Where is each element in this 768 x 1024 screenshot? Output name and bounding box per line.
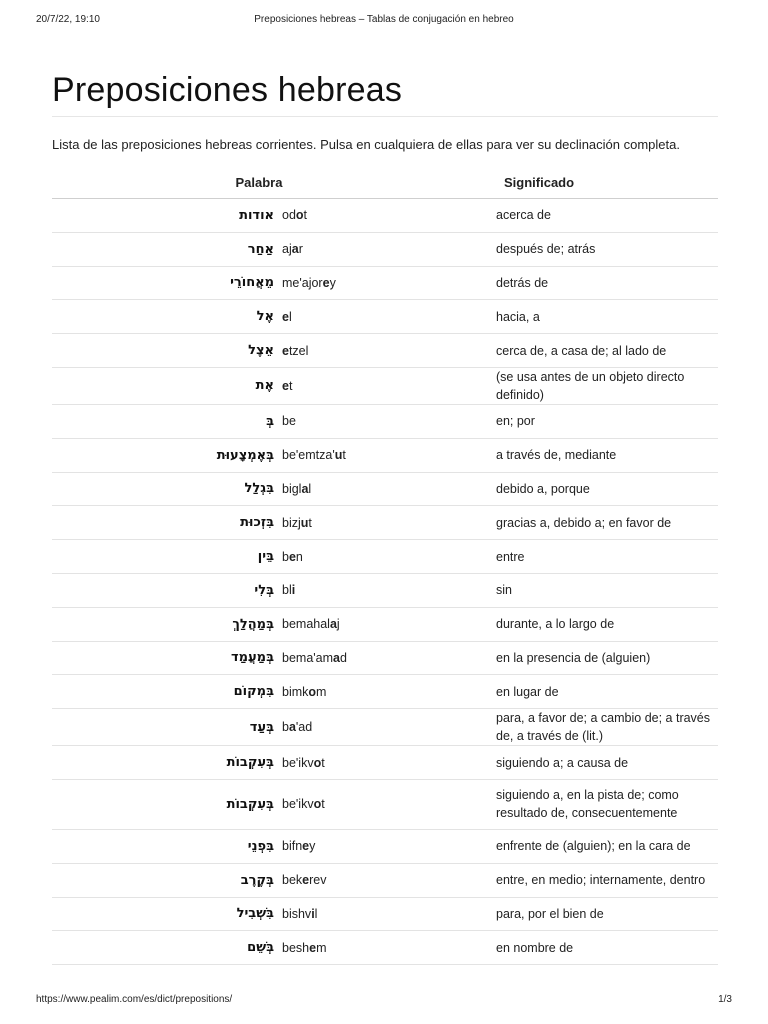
- transliteration: [274, 472, 496, 506]
- table-row[interactable]: [52, 931, 718, 965]
- stressed-syllable: i: [311, 906, 315, 921]
- stressed-syllable: e: [282, 309, 289, 324]
- meaning: para, a favor de; a cambio de; a través de, a través de (lit.): [496, 709, 718, 746]
- transliteration-part: r: [298, 242, 303, 257]
- hebrew-word-link[interactable]: מֵאֲחוֹרֵי: [52, 266, 274, 300]
- transliteration-part: rev: [309, 873, 327, 888]
- transliteration: [274, 334, 496, 368]
- transliteration-part: t: [303, 208, 308, 223]
- transliteration: [274, 438, 496, 472]
- transliteration-part: l: [288, 309, 292, 324]
- transliteration-part: bemahal: [282, 617, 330, 632]
- hebrew-word-link[interactable]: בִּמְקוֹם: [52, 675, 274, 709]
- meaning: a través de, mediante: [496, 438, 718, 472]
- meaning: durante, a lo largo de: [496, 607, 718, 641]
- meaning: acerca de: [496, 199, 718, 233]
- table-row[interactable]: [52, 404, 718, 438]
- transliteration-part: t: [308, 515, 312, 530]
- hebrew-word-link[interactable]: בְּאֶמְצָעוּת: [52, 438, 274, 472]
- transliteration-part: bifn: [282, 839, 303, 854]
- transliteration-part: od: [282, 208, 296, 223]
- print-datetime: 20/7/22, 19:10: [36, 14, 100, 25]
- stressed-syllable: o: [295, 208, 304, 223]
- intro-text: Lista de las preposiciones hebreas corrientes. Pulsa en cualquiera de ellas para ver su declinación completa.: [52, 137, 680, 152]
- meaning: para, por el bien de: [496, 897, 718, 931]
- transliteration: [274, 506, 496, 540]
- hebrew-word-link[interactable]: בְּקֶרֶב: [52, 863, 274, 897]
- transliteration: [274, 367, 496, 404]
- hebrew-word-link[interactable]: בֵּין: [52, 540, 274, 574]
- table-row[interactable]: [52, 540, 718, 574]
- table-row[interactable]: [52, 300, 718, 334]
- hebrew-word-link[interactable]: בְּלִי: [52, 573, 274, 607]
- meaning: en la presencia de (alguien): [496, 641, 718, 675]
- table-row[interactable]: [52, 863, 718, 897]
- table-body: [52, 199, 718, 965]
- transliteration-part: bema'am: [282, 650, 334, 665]
- meaning: en nombre de: [496, 931, 718, 965]
- transliteration: [274, 709, 496, 746]
- transliteration-part: bishv: [282, 906, 312, 921]
- table-row[interactable]: [52, 232, 718, 266]
- hebrew-word-link[interactable]: אֶת: [52, 367, 274, 404]
- table-row[interactable]: [52, 573, 718, 607]
- meaning: siguiendo a, en la pista de; como resultado de, consecuentemente: [496, 779, 718, 829]
- hebrew-word-link[interactable]: בְּעִקְבוֹת: [52, 746, 274, 780]
- print-header: [36, 14, 732, 30]
- transliteration-part: m: [316, 684, 327, 699]
- stressed-syllable: a: [301, 481, 309, 496]
- stressed-syllable: u: [334, 448, 343, 463]
- transliteration-part: b: [282, 720, 289, 735]
- table-row[interactable]: [52, 266, 718, 300]
- meaning: detrás de: [496, 266, 718, 300]
- stressed-syllable: e: [322, 275, 330, 290]
- table-row[interactable]: [52, 746, 718, 780]
- transliteration-part: m: [316, 940, 327, 955]
- column-header-word: Palabra: [235, 175, 283, 190]
- table-row[interactable]: [52, 438, 718, 472]
- meaning: hacia, a: [496, 300, 718, 334]
- transliteration: [274, 300, 496, 334]
- transliteration-part: me'ajor: [282, 275, 323, 290]
- meaning: enfrente de (alguien); en la cara de: [496, 829, 718, 863]
- hebrew-word-link[interactable]: אודות: [52, 199, 274, 233]
- meaning: sin: [496, 573, 718, 607]
- table-row[interactable]: [52, 472, 718, 506]
- transliteration: [274, 540, 496, 574]
- transliteration: [274, 746, 496, 780]
- table-row[interactable]: [52, 829, 718, 863]
- transliteration-part: t: [321, 797, 325, 812]
- hebrew-word-link[interactable]: בְּ: [52, 404, 274, 438]
- transliteration-part: t: [342, 448, 346, 463]
- hebrew-word-link[interactable]: אֶל: [52, 300, 274, 334]
- hebrew-word-link[interactable]: בִּזְכוּת: [52, 506, 274, 540]
- prepositions-table: [52, 167, 718, 965]
- meaning: cerca de, a casa de; al lado de: [496, 334, 718, 368]
- table-row[interactable]: [52, 709, 718, 746]
- meaning: gracias a, debido a; en favor de: [496, 506, 718, 540]
- transliteration: [274, 266, 496, 300]
- transliteration-part: b: [282, 549, 289, 564]
- transliteration: [274, 931, 496, 965]
- page-url: https://www.pealim.com/es/dict/prepositions/: [36, 994, 233, 1005]
- stressed-syllable: a: [291, 242, 299, 257]
- table-row[interactable]: [52, 367, 718, 404]
- transliteration-part: y: [329, 275, 336, 290]
- transliteration-part: bek: [282, 873, 303, 888]
- stressed-syllable: e: [309, 940, 317, 955]
- hebrew-word-link[interactable]: בִּשְׁבִיל: [52, 897, 274, 931]
- transliteration: [274, 573, 496, 607]
- transliteration-part: tzel: [288, 343, 309, 358]
- stressed-syllable: a: [288, 720, 296, 735]
- meaning: entre, en medio; internamente, dentro: [496, 863, 718, 897]
- meaning: debido a, porque: [496, 472, 718, 506]
- transliteration: [274, 863, 496, 897]
- hebrew-word-link[interactable]: אֵצֶל: [52, 334, 274, 368]
- print-footer: [36, 994, 732, 1010]
- hebrew-word-link[interactable]: בְּשֵׁם: [52, 931, 274, 965]
- meaning: en lugar de: [496, 675, 718, 709]
- transliteration-part: besh: [282, 940, 310, 955]
- transliteration-part: j: [336, 617, 340, 632]
- page-title: Preposiciones hebreas: [52, 71, 403, 109]
- stressed-syllable: i: [291, 583, 296, 598]
- meaning: (se usa antes de un objeto directo definido): [496, 367, 718, 404]
- transliteration-part: y: [309, 839, 316, 854]
- table-row[interactable]: [52, 641, 718, 675]
- main-content: [52, 66, 718, 965]
- transliteration: [274, 897, 496, 931]
- transliteration: [274, 199, 496, 233]
- stressed-syllable: u: [300, 515, 309, 530]
- transliteration-part: t: [321, 755, 325, 770]
- transliteration-part: bl: [282, 583, 292, 598]
- transliteration-part: bimk: [282, 684, 309, 699]
- stressed-syllable: o: [313, 797, 322, 812]
- transliteration-part: be: [282, 414, 296, 429]
- print-document-title: Preposiciones hebreas – Tablas de conjugación en hebreo: [254, 14, 514, 25]
- transliteration: [274, 675, 496, 709]
- transliteration-part: l: [314, 906, 318, 921]
- transliteration-part: be'ikv: [282, 797, 314, 812]
- transliteration: [274, 829, 496, 863]
- hebrew-word-link[interactable]: אַחַר: [52, 232, 274, 266]
- page-number: 1/3: [718, 994, 732, 1005]
- stressed-syllable: o: [308, 684, 317, 699]
- hebrew-word-link[interactable]: בְּעִקְבוֹת: [52, 779, 274, 829]
- stressed-syllable: e: [288, 549, 296, 564]
- table-row[interactable]: [52, 607, 718, 641]
- table-row[interactable]: [52, 334, 718, 368]
- table-row[interactable]: [52, 199, 718, 233]
- hebrew-word-link[interactable]: בִּפְנֵי: [52, 829, 274, 863]
- transliteration-part: n: [295, 549, 303, 564]
- stressed-syllable: a: [329, 617, 337, 632]
- stressed-syllable: e: [282, 378, 289, 393]
- transliteration: [274, 641, 496, 675]
- hebrew-word-link[interactable]: בְּמַהֲלַךְ: [52, 607, 274, 641]
- hebrew-word-link[interactable]: בִּגְלַל: [52, 472, 274, 506]
- meaning: después de; atrás: [496, 232, 718, 266]
- hebrew-word-link[interactable]: בְּעַד: [52, 709, 274, 746]
- table-row[interactable]: [52, 779, 718, 829]
- transliteration-part: 'ad: [295, 720, 313, 735]
- stressed-syllable: e: [282, 343, 289, 358]
- transliteration-part: aj: [282, 242, 292, 257]
- table-header-row: [52, 167, 718, 199]
- transliteration: [274, 404, 496, 438]
- meaning: entre: [496, 540, 718, 574]
- transliteration: [274, 779, 496, 829]
- transliteration-part: be'emtza': [282, 448, 335, 463]
- stressed-syllable: e: [302, 873, 310, 888]
- hebrew-word-link[interactable]: בְּמַעֲמַד: [52, 641, 274, 675]
- meaning: en; por: [496, 404, 718, 438]
- transliteration-part: be'ikv: [282, 755, 314, 770]
- transliteration-part: bigl: [282, 481, 302, 496]
- transliteration-part: t: [288, 378, 293, 393]
- transliteration-part: d: [339, 650, 347, 665]
- transliteration-part: bizj: [282, 515, 301, 530]
- table-row[interactable]: [52, 897, 718, 931]
- transliteration: [274, 607, 496, 641]
- stressed-syllable: e: [302, 839, 310, 854]
- title-divider: [52, 116, 718, 117]
- table-row[interactable]: [52, 675, 718, 709]
- transliteration-part: l: [308, 481, 312, 496]
- column-header-meaning: Significado: [504, 175, 575, 190]
- stressed-syllable: a: [333, 650, 340, 665]
- table-row[interactable]: [52, 506, 718, 540]
- meaning: siguiendo a; a causa de: [496, 746, 718, 780]
- stressed-syllable: o: [313, 755, 322, 770]
- transliteration: [274, 232, 496, 266]
